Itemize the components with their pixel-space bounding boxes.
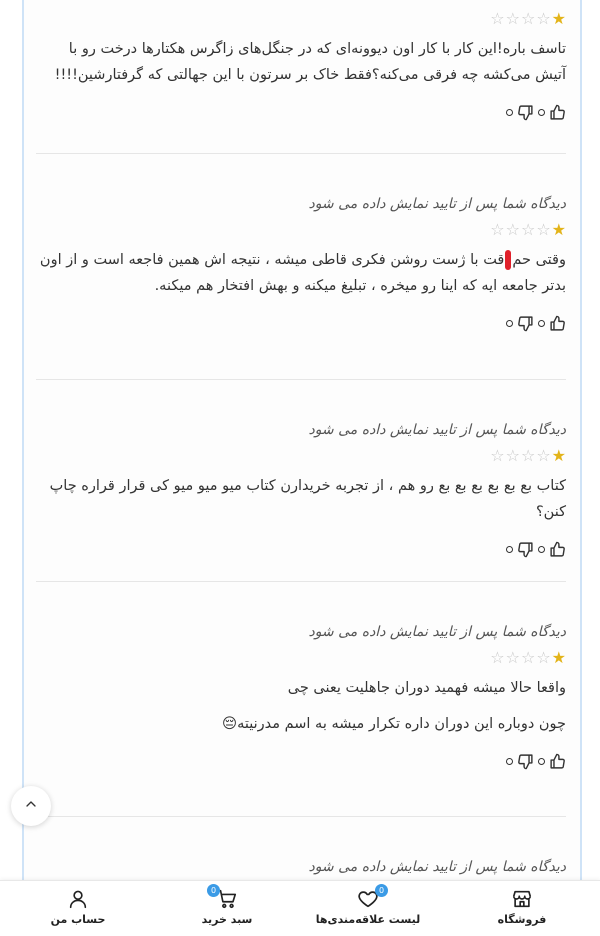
comment-4 <box>36 621 566 771</box>
thumbs-up-icon <box>549 315 566 332</box>
star-empty-icon: ☆ <box>490 9 505 28</box>
thumbs-down-icon <box>517 753 534 770</box>
nav-store[interactable] <box>462 887 582 926</box>
star-empty-icon: ☆ <box>536 446 551 465</box>
comment-1 <box>36 4 566 122</box>
text-cursor-marker <box>505 250 511 270</box>
rating-stars <box>36 447 566 465</box>
pending-approval-notice: دیدگاه شما پس از تایید نمایش داده می شود <box>308 196 566 212</box>
star-empty-icon: ☆ <box>520 9 536 28</box>
comment-text <box>36 473 566 525</box>
comment-divider <box>36 153 566 154</box>
dislike-count <box>506 546 513 553</box>
comment-paragraph: واقعا حالا میشه فهمید دوران جاهلیت یعنی چی <box>287 680 566 696</box>
rating-stars <box>36 10 566 28</box>
star-empty-icon: ☆ <box>505 648 520 667</box>
comment-paragraph: چون دوباره این دوران داره تکرار میشه به اسم مدرنیته😔 <box>221 716 566 732</box>
comment-text <box>36 247 566 299</box>
user-icon <box>66 887 90 911</box>
dislike-button[interactable] <box>506 541 534 558</box>
star-empty-icon: ☆ <box>536 220 551 239</box>
wishlist-count-badge: 0 <box>375 884 388 897</box>
comment-text <box>36 675 566 737</box>
star-empty-icon: ☆ <box>490 446 505 465</box>
star-empty-icon: ☆ <box>520 648 536 667</box>
dislike-count <box>506 758 513 765</box>
nav-account[interactable] <box>18 887 138 926</box>
like-count <box>538 109 545 116</box>
bottom-nav <box>0 880 600 936</box>
comment-text-part: قت با ژست روشن فکری قاطی میشه ، نتیجه اش همین فاجعه است و از اون بدتر جامعه ایه که اینا رو میخره ، تبلیغ میکنه و بهش افتخار هم میکنه. <box>39 252 566 294</box>
pending-approval-notice: دیدگاه شما پس از تایید نمایش داده می شود <box>308 624 566 640</box>
nav-label: لیست علاقه‌مندی‌ها <box>315 913 421 926</box>
like-count <box>538 546 545 553</box>
like-count <box>538 758 545 765</box>
dislike-button[interactable] <box>506 104 534 121</box>
thumbs-up-icon <box>549 541 566 558</box>
dislike-button[interactable] <box>506 315 534 332</box>
chevron-up-icon <box>23 796 39 816</box>
pending-approval-notice: دیدگاه شما پس از تایید نمایش داده می شود <box>308 422 566 438</box>
cart-icon <box>210 886 239 911</box>
comment-divider <box>36 581 566 582</box>
star-empty-icon: ☆ <box>505 220 520 239</box>
vote-bar <box>36 751 566 771</box>
star-filled-icon: ★ <box>551 220 566 239</box>
star-empty-icon: ☆ <box>536 9 551 28</box>
nav-label: سبد خرید <box>201 913 253 926</box>
star-filled-icon: ★ <box>551 648 566 667</box>
comment-text <box>36 36 566 88</box>
comment-5 <box>36 856 566 878</box>
star-empty-icon: ☆ <box>490 648 505 667</box>
vote-bar <box>36 539 566 559</box>
nav-label: فروشگاه <box>497 913 547 926</box>
dislike-button[interactable] <box>506 753 534 770</box>
comment-text-part: وقتی حم <box>512 252 566 268</box>
scroll-to-top-button[interactable] <box>11 786 51 826</box>
heart-icon <box>356 886 385 911</box>
vote-bar <box>36 102 566 122</box>
store-icon <box>510 887 534 911</box>
star-filled-icon: ★ <box>551 9 566 28</box>
comment-paragraph <box>36 247 566 299</box>
dislike-count <box>506 320 513 327</box>
pending-approval-notice: دیدگاه شما پس از تایید نمایش داده می شود <box>308 859 566 875</box>
nav-cart[interactable] <box>167 887 287 926</box>
star-empty-icon: ☆ <box>520 446 536 465</box>
thumbs-down-icon <box>517 315 534 332</box>
star-empty-icon: ☆ <box>520 220 536 239</box>
like-button[interactable] <box>538 753 566 770</box>
star-empty-icon: ☆ <box>490 220 505 239</box>
like-button[interactable] <box>538 541 566 558</box>
vote-bar <box>36 313 566 333</box>
comment-3 <box>36 419 566 559</box>
comment-divider <box>36 816 566 817</box>
rating-stars <box>36 221 566 239</box>
star-filled-icon: ★ <box>551 446 566 465</box>
thumbs-up-icon <box>549 753 566 770</box>
thumbs-up-icon <box>549 104 566 121</box>
comment-2 <box>36 193 566 333</box>
star-empty-icon: ☆ <box>505 9 520 28</box>
rating-stars <box>36 649 566 667</box>
nav-label: حساب من <box>50 913 106 926</box>
dislike-count <box>506 109 513 116</box>
comment-paragraph: کتاب بع بع بع بع بع بع رو هم ، از تجربه خریدارن کتاب میو میو میو کی قرار قراره چاپ کنن؟ <box>49 478 566 520</box>
like-button[interactable] <box>538 315 566 332</box>
cart-count-badge: 0 <box>207 884 220 897</box>
nav-wishlist[interactable] <box>308 887 428 926</box>
thumbs-down-icon <box>517 541 534 558</box>
comment-divider <box>36 379 566 380</box>
like-count <box>538 320 545 327</box>
star-empty-icon: ☆ <box>505 446 520 465</box>
comment-paragraph: تاسف باره!این کار با کار اون دیوونه‌ای که در جنگل‌های زاگرس هکتارها درخت رو با آتیش می‌کشه چه فرقی می‌کنه؟فقط خاک بر سرتون با این جهالتی که گرفتارشین!!!! <box>54 41 566 83</box>
thumbs-down-icon <box>517 104 534 121</box>
star-empty-icon: ☆ <box>536 648 551 667</box>
like-button[interactable] <box>538 104 566 121</box>
